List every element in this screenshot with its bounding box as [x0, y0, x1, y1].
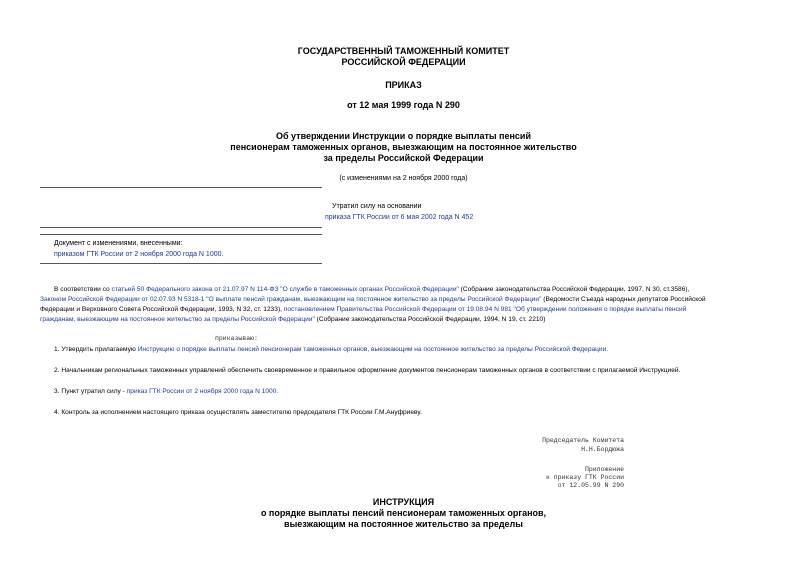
item-2: 2. Начальникам региональных таможенных управлений обеспечить своевременное и правильное оформление документов пенсионерам таможенных органов в соответствии с прилагаемой Инструкцией. [54, 367, 681, 374]
preamble-link-law-114[interactable]: статьей 50 Федерального закона от 21.07.97 N 114-ФЗ "О службе в таможенных органах Российской Федерации" [111, 286, 459, 293]
order-word: приказываю: [215, 335, 258, 342]
appendix-date: от 12.05.99 N 290 [557, 482, 624, 489]
doc-changes-label: Документ с изменениями, внесенными: [54, 240, 183, 247]
item-3-text: 3. Пункт утратил силу - [54, 388, 127, 395]
document-date: от 12 мая 1999 года N 290 [347, 100, 460, 110]
item-4: 4. Контроль за исполнением настоящего приказа осуществлять заместителю председателя ГТК России Г.М.Ануфриеву. [54, 409, 422, 416]
item-3 [54, 387, 278, 397]
divider [40, 227, 322, 228]
amendments-note: (с изменениями на 2 ноября 2000 года) [339, 175, 468, 182]
preamble-line-1 [54, 285, 774, 295]
preamble-link-resolution-981[interactable]: постановлением Правительства Российской Федерации от 19.08.94 N 981 "Об утверждении положения о порядке выплаты пенсий [283, 306, 687, 313]
expired-link[interactable]: приказа ГТК России от 6 мая 2002 года N 452 [325, 214, 474, 221]
issuer-line-1: ГОСУДАРСТВЕННЫЙ ТАМОЖЕННЫЙ КОМИТЕТ [297, 46, 510, 56]
preamble-line-2 [40, 295, 780, 305]
title-line-1: Об утверждении Инструкции о порядке выплаты пенсий [276, 131, 531, 141]
instruction-subtitle-2: выезжающим на постоянное жительство за пределы [284, 519, 523, 529]
preamble-text: (Собрание законодательства Российской Федерации, 1994, N 19, ст. 2210) [314, 316, 546, 323]
instruction-link[interactable]: Инструкцию о порядке выплаты пенсий пенсионерам таможенных органов, выезжающим на постоянное жительство за пределы Российской Федерации. [137, 346, 609, 353]
appendix-reference: к приказу ГТК России [545, 474, 624, 481]
divider [40, 263, 322, 264]
divider [40, 234, 322, 235]
instruction-title: ИНСТРУКЦИЯ [372, 497, 435, 507]
appendix-label: Приложение [584, 466, 624, 473]
document-type: ПРИКАЗ [385, 80, 422, 90]
signature-name: Н.Н.Бордюжа [581, 446, 624, 453]
item-1 [54, 345, 608, 355]
preamble-link-resolution-981-cont[interactable]: гражданам, выезжающим на постоянное жительство за пределы Российской Федерации" [40, 316, 315, 323]
signature-position: Председатель Комитета [542, 437, 624, 444]
instruction-subtitle-1: о порядке выплаты пенсий пенсионерам таможенных органов, [260, 508, 547, 518]
preamble-link-law-5318[interactable]: Законом Российской Федерации от 02.07.93 N 5318-1 "О выплате пенсий гражданам, выезжающим на постоянное жительство за пределы Российской Федерации" [40, 296, 542, 303]
issuer-line-2: РОССИЙСКОЙ ФЕДЕРАЦИИ [341, 57, 466, 67]
expired-label: Утратил силу на основании [332, 203, 422, 210]
preamble-line-3 [40, 305, 780, 315]
preamble-text: (Ведомости Съезда народных депутатов Российской [541, 296, 706, 303]
title-line-3: за пределы Российской Федерации [323, 153, 484, 163]
doc-changes-link[interactable]: приказом ГТК России от 2 ноября 2000 года N 1000. [54, 251, 224, 258]
preamble-text: В соответствии со [54, 286, 112, 293]
preamble-line-4 [40, 315, 780, 325]
divider [40, 187, 322, 188]
preamble-text: Федерации и Верховного Совета Российской Федерации, 1993, N 32, ст. 1233), [40, 306, 284, 313]
title-line-2: пенсионерам таможенных органов, выезжающим на постоянное жительство [230, 142, 577, 152]
preamble-text: (Собрание законодательства Российской Федерации, 1997, N 30, ст.3586), [458, 286, 690, 293]
order-1000-link[interactable]: приказ ГТК России от 2 ноября 2000 года N 1000. [126, 388, 279, 395]
item-1-text: 1. Утвердить прилагаемую [54, 346, 138, 353]
